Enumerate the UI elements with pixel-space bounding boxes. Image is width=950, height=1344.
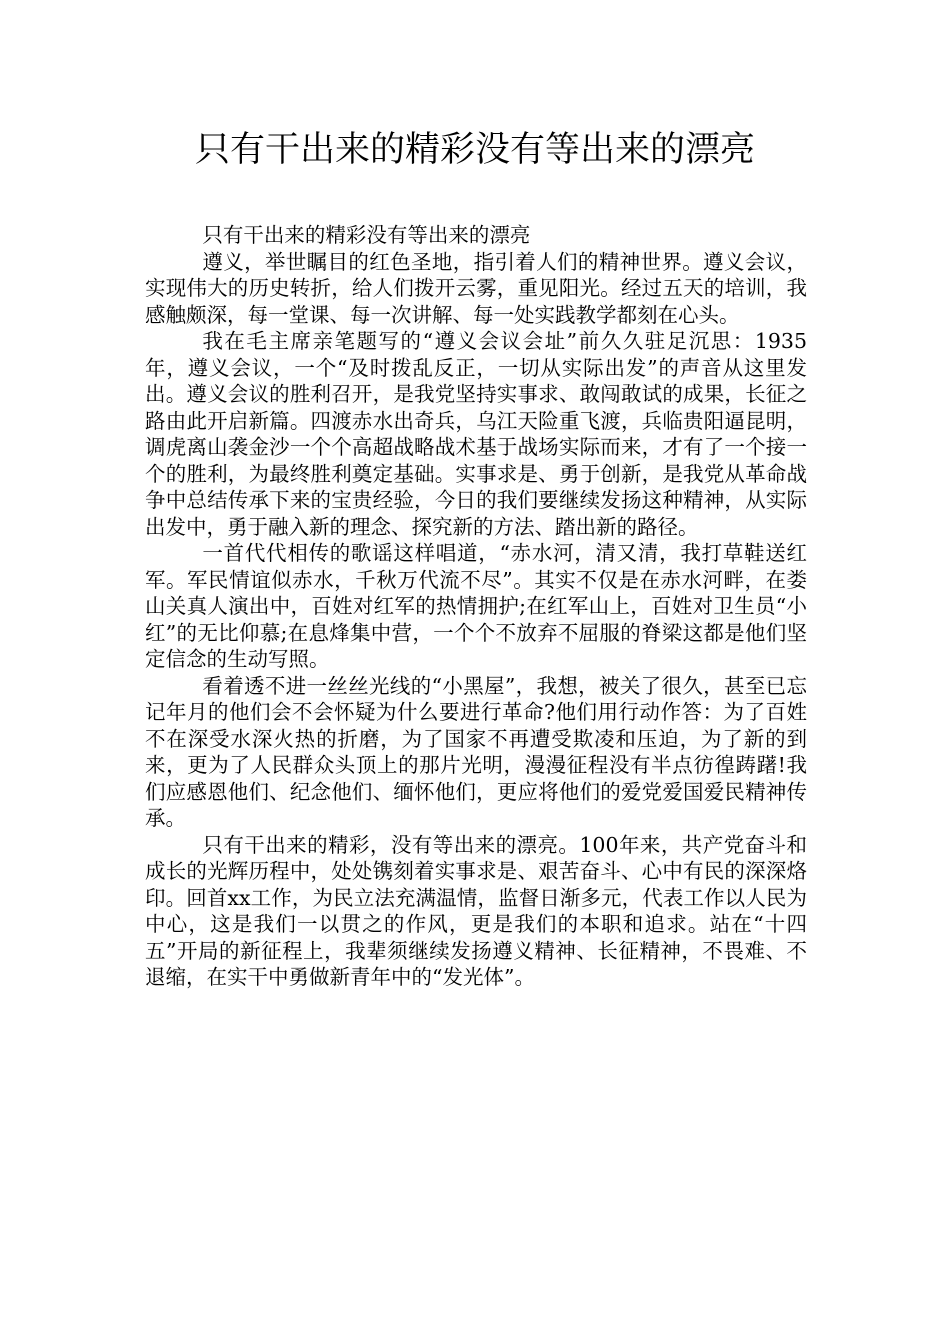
paragraph-1: 遵义，举世瞩目的红色圣地，指引着人们的精神世界。遵义会议，实现伟大的历史转折，给人们拨开云雾，重见阳光。经过五天的培训，我感触颇深，每一堂课、每一次讲解、每一处实践教学都刻在心头。 xyxy=(145,249,807,327)
document-body xyxy=(145,222,807,991)
paragraph-2: 我在毛主席亲笔题写的“遵义会议会址”前久久驻足沉思：1935年，遵义会议，一个“及时拨乱反正，一切从实际出发”的声音从这里发出。遵义会议的胜利召开，是我党坚持实事求、敢闯敢试的成果，长征之路由此开启新篇。四渡赤水出奇兵，乌江天险重飞渡，兵临贵阳逼昆明，调虎离山袭金沙一个个高超战略战术基于战场实际而来，才有了一个接一个的胜利，为最终胜利奠定基础。实事求是、勇于创新，是我党从革命战争中总结传承下来的宝贵经验，今日的我们要继续发扬这种精神，从实际出发中，勇于融入新的理念、探究新的方法、踏出新的路径。 xyxy=(145,329,807,539)
paragraph-3: 一首代代相传的歌谣这样唱道，“赤水河，清又清，我打草鞋送红军。军民情谊似赤水，千秋万代流不尽”。其实不仅是在赤水河畔，在娄山关真人演出中，百姓对红军的热情拥护;在红军山上，百姓对卫生员“小红”的无比仰慕;在息烽集中营，一个个不放弃不屈服的脊梁这都是他们坚定信念的生动写照。 xyxy=(145,541,807,671)
paragraph-5: 只有干出来的精彩，没有等出来的漂亮。100年来，共产党奋斗和成长的光辉历程中，处处镌刻着实事求是、艰苦奋斗、心中有民的深深烙印。回首xx工作，为民立法充满温情，监督日渐多元，代表工作以人民为中心，这是我们一以贯之的作风，更是我们的本职和追求。站在“十四五”开局的新征程上，我辈须继续发扬遵义精神、长征精神，不畏难、不退缩，在实干中勇做新青年中的“发光体”。 xyxy=(145,832,807,989)
paragraph-4: 看着透不进一丝丝光线的“小黑屋”，我想，被关了很久，甚至已忘记年月的他们会不会怀疑为什么要进行革命?他们用行动作答：为了百姓不在深受水深火热的折磨，为了国家不再遭受欺凌和压迫，为了新的到来，更为了人民群众头顶上的那片光明，漫漫征程没有半点彷徨踌躇!我们应感恩他们、纪念他们、缅怀他们，更应将他们的爱党爱国爱民精神传承。 xyxy=(145,673,807,830)
document-title: 只有干出来的精彩没有等出来的漂亮 xyxy=(194,130,755,170)
subtitle-line: 只有干出来的精彩没有等出来的漂亮 xyxy=(202,223,531,247)
